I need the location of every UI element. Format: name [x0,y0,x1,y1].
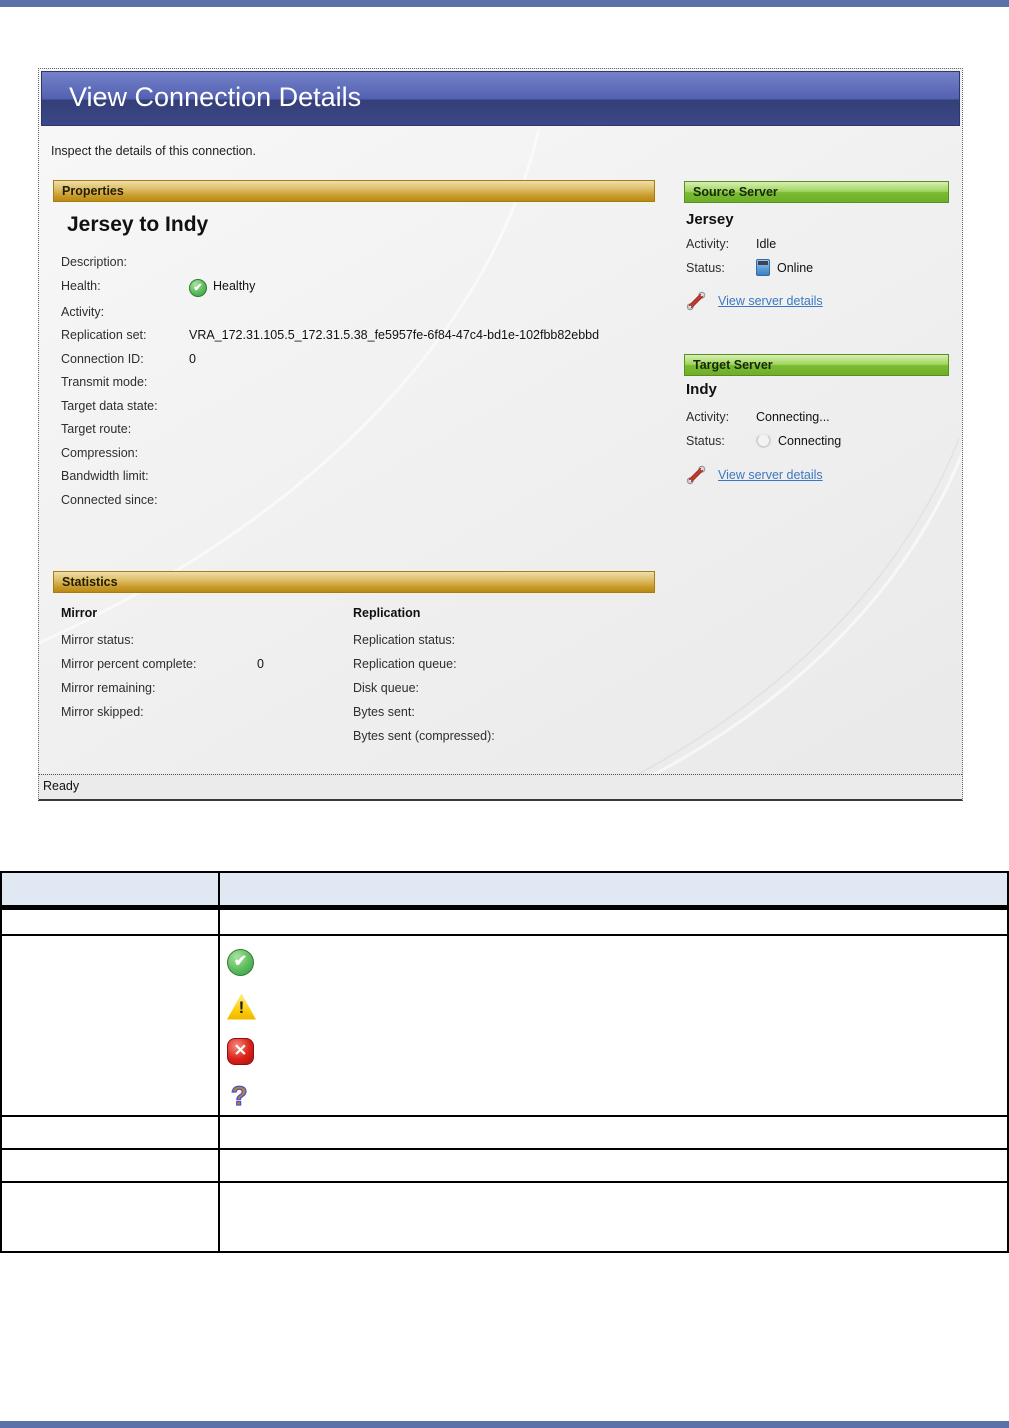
activity-value: Connecting... [756,410,830,424]
source-activity-row [686,237,776,251]
target-server-name: Indy [686,381,717,398]
stat-row-mirror-percent-complete [61,654,353,678]
status-ok-icon [227,949,254,976]
stat-label: Bytes sent: [353,705,415,719]
field-row-replication-set [61,326,655,350]
table-row [1,1149,1008,1182]
table-header-row [1,872,1008,908]
field-row-connection-id [61,350,655,374]
table-cell-term [1,1116,219,1149]
source-server-details-row [686,291,823,311]
field-label: Transmit mode: [61,375,148,389]
status-value [756,259,813,276]
mirror-statistics-column [61,603,353,750]
table-row [1,1116,1008,1149]
health-ok-icon [189,279,207,297]
field-value: VRA_172.31.105.5_172.31.5.38_fe5957fe-6f84-47c4-bd1e-102fbb82ebbd [189,328,600,342]
stat-label: Mirror skipped: [61,705,144,719]
field-row-transmit-mode [61,373,655,397]
stat-label: Replication queue: [353,657,457,671]
activity-label: Activity: [686,237,730,251]
field-row-compression [61,444,655,468]
stat-row-bytes-sent-compressed [353,726,495,750]
table-row-status-icons [1,935,1008,1116]
field-label: Connection ID: [61,351,144,366]
view-source-server-details-link[interactable]: View server details [718,294,823,308]
stat-row-mirror-status [61,630,353,654]
dialog-intro-text: Inspect the details of this connection. [51,144,256,158]
field-row-bandwidth-limit [61,467,655,491]
field-label: Target data state: [61,398,158,413]
table-cell-term [1,1182,219,1252]
status-value-text: Connecting [778,433,842,448]
view-target-server-details-link[interactable]: View server details [718,468,823,482]
status-value-text: Online [777,260,814,275]
view-connection-details-dialog [38,68,963,801]
field-label: Activity: [61,304,105,319]
table-cell-term [1,908,219,935]
stat-row-replication-status [353,630,495,654]
stat-value: 0 [257,657,264,671]
wrench-icon [686,291,706,311]
field-row-activity [61,303,655,327]
field-row-description [61,253,655,277]
stat-label: Disk queue: [353,681,420,695]
status-label: Status: [686,433,725,448]
table-header-cell-description [219,872,1008,908]
page-bottom-rule [0,1421,1009,1428]
target-status-row [686,433,841,448]
table-row [1,1182,1008,1252]
table-cell-description [219,1149,1008,1182]
stat-label: Mirror remaining: [61,681,156,695]
field-value: 0 [189,351,196,366]
field-label: Connected since: [61,492,158,507]
field-row-target-data-state [61,397,655,421]
table-cell-status-icons [219,935,1008,1116]
target-activity-row [686,410,830,424]
table-cell-description [219,1116,1008,1149]
target-server-details-row [686,465,823,485]
table-header-cell-term [1,872,219,908]
status-bar-text: Ready [43,779,80,793]
table-cell-description [219,908,1008,935]
stat-label: Bytes sent (compressed): [353,729,495,743]
field-label: Target route: [61,422,132,436]
field-label: Description: [61,255,127,269]
field-label: Health: [61,278,101,293]
health-value-text: Healthy [213,278,256,293]
stat-label: Mirror status: [61,633,134,647]
page-top-rule [0,0,1009,7]
properties-field-list [61,253,655,514]
properties-section-header: Properties [53,180,655,202]
stat-row-bytes-sent [353,702,495,726]
legend-table [0,871,1009,1253]
stat-row-mirror-remaining [61,678,353,702]
activity-value: Idle [756,237,777,251]
server-online-icon [756,259,770,276]
connection-name: Jersey to Indy [67,213,209,236]
status-warning-icon [227,994,256,1020]
stat-row-disk-queue [353,678,495,702]
dialog-status-bar [39,774,962,799]
stat-row-mirror-skipped [61,702,353,726]
field-row-health [61,277,655,303]
table-cell-term [1,1149,219,1182]
target-server-header: Target Server [684,354,949,376]
status-value [756,433,841,448]
field-label: Bandwidth limit: [61,469,149,483]
dialog-title-bar [41,71,960,126]
replication-statistics-column [353,603,495,750]
source-server-header: Source Server [684,181,949,203]
stat-label: Mirror percent complete: [61,657,197,671]
table-row [1,908,1008,935]
status-icon-stack [220,936,1007,1110]
wrench-icon [686,465,706,485]
mirror-group-title: Mirror [61,606,98,620]
statistics-section-header: Statistics [53,571,655,593]
field-row-target-route [61,420,655,444]
field-label: Compression: [61,445,139,460]
table-cell-term [1,935,219,1116]
field-label: Replication set: [61,328,147,342]
source-server-name: Jersey [686,211,734,228]
field-value [189,277,255,297]
statistics-columns [61,603,495,750]
status-error-icon [227,1038,254,1065]
status-label: Status: [686,260,725,275]
dialog-title: View Connection Details [69,82,362,112]
replication-group-title: Replication [353,606,421,620]
field-row-connected-since [61,491,655,515]
stat-label: Replication status: [353,633,456,647]
stat-row-replication-queue [353,654,495,678]
activity-label: Activity: [686,410,730,424]
source-status-row [686,259,813,276]
connecting-spinner-icon [756,433,771,448]
table-cell-description [219,1182,1008,1252]
status-unknown-icon: ? [231,1080,248,1111]
